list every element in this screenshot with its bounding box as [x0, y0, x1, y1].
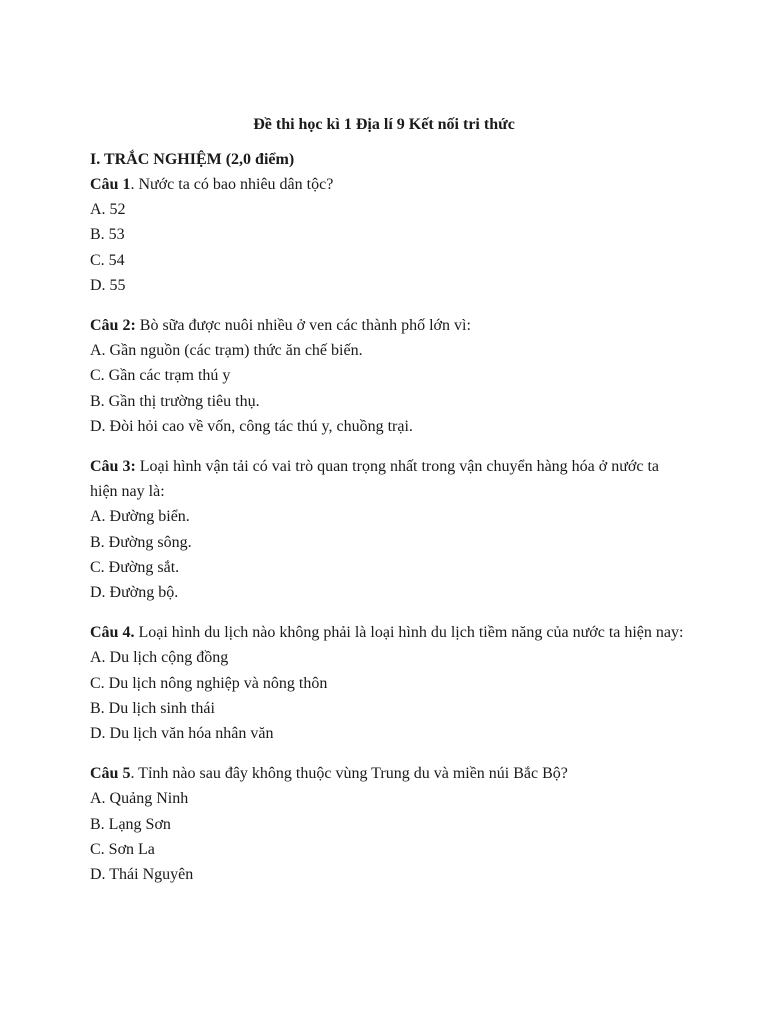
answer-option: C. Sơn La — [90, 840, 155, 858]
answer-option: B. Lạng Sơn — [90, 815, 171, 833]
question-label: Câu 1 — [90, 176, 131, 193]
question-body: . Nước ta có bao nhiêu dân tộc? — [130, 176, 334, 193]
answer-option: B. Du lịch sinh thái — [90, 699, 215, 717]
answer-option: D. Du lịch văn hóa nhân văn — [90, 725, 274, 743]
answer-option: C. 54 — [90, 251, 125, 269]
answer-option: C. Đường sắt. — [90, 558, 180, 576]
question-1 — [90, 172, 690, 298]
answer-option: B. Gần thị trường tiêu thụ. — [90, 392, 260, 410]
question-text — [90, 313, 690, 338]
question-4 — [90, 620, 690, 746]
question-label: Câu 3: — [90, 458, 136, 476]
document-page — [90, 112, 690, 902]
answer-option: A. Du lịch cộng đồng — [90, 649, 229, 667]
question-text — [90, 620, 690, 645]
question-5 — [90, 761, 690, 887]
answer-option: A. Đường biển. — [90, 508, 190, 526]
question-text — [90, 761, 690, 786]
question-3 — [90, 454, 690, 605]
question-body: Loại hình du lịch nào không phải là loại hình du lịch tiềm năng của nước ta hiện nay: — [134, 624, 684, 642]
answer-option: D. Đường bộ. — [90, 584, 179, 602]
answer-option: D. 55 — [90, 276, 126, 294]
answer-option: A. Gần nguồn (các trạm) thức ăn chế biến. — [90, 342, 363, 360]
answer-option: C. Gần các trạm thú y — [90, 367, 231, 385]
question-label: Câu 4. — [90, 624, 135, 642]
section-heading: I. TRẮC NGHIỆM (2,0 điểm) — [90, 151, 295, 168]
question-label: Câu 2: — [90, 317, 136, 335]
answer-option: A. Quảng Ninh — [90, 790, 189, 808]
answer-option: B. 53 — [90, 226, 125, 244]
question-body: Loại hình vận tải có vai trò quan trọng nhất trong vận chuyển hàng hóa ở nước ta hiện nay là: — [90, 458, 660, 501]
answer-option: A. 52 — [90, 201, 126, 219]
question-2 — [90, 313, 690, 439]
answer-option: D. Đòi hỏi cao về vốn, công tác thú y, chuồng trại. — [90, 417, 413, 435]
question-text — [90, 172, 690, 197]
question-label: Câu 5 — [90, 765, 131, 783]
question-text — [90, 454, 690, 504]
answer-option: D. Thái Nguyên — [90, 866, 194, 884]
question-body: . Tỉnh nào sau đây không thuộc vùng Trung du và miền núi Bắc Bộ? — [130, 765, 568, 783]
question-body: Bò sữa được nuôi nhiều ở ven các thành phố lớn vì: — [135, 317, 471, 335]
document-title: Đề thi học kì 1 Địa lí 9 Kết nối tri thức — [253, 116, 515, 133]
answer-option: B. Đường sông. — [90, 533, 192, 551]
answer-option: C. Du lịch nông nghiệp và nông thôn — [90, 674, 328, 692]
